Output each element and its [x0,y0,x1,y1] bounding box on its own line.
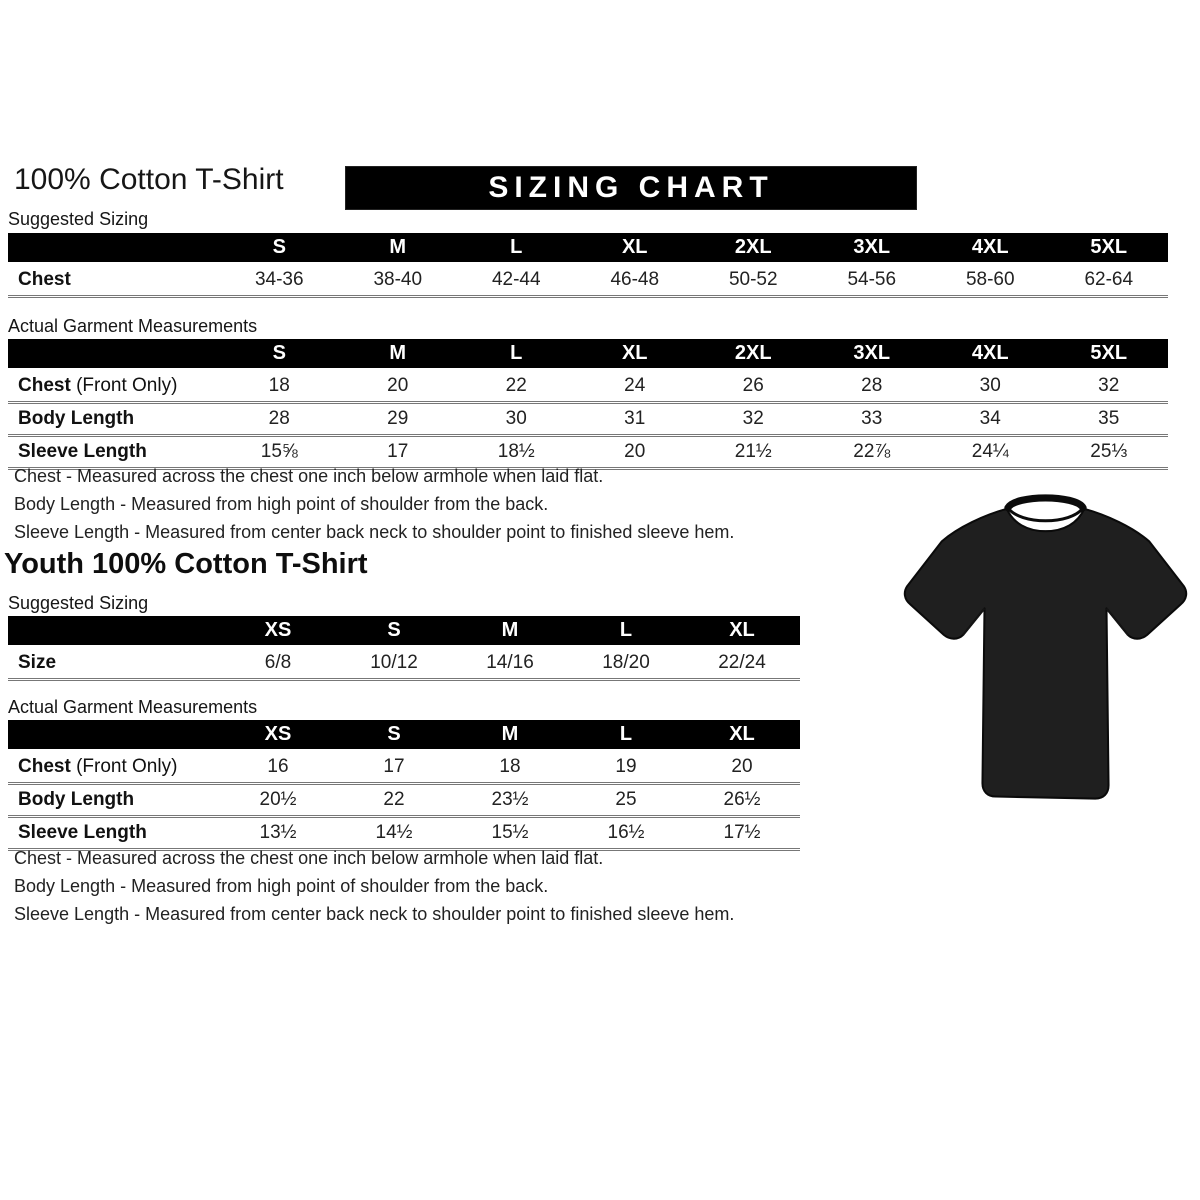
youth-suggested-sizing-label: Suggested Sizing [8,593,149,613]
measurement-row [8,264,1168,297]
youth-page-title: Youth 100% Cotton T-Shirt [4,548,368,580]
measurement-cell: 20½ [259,789,297,810]
measurement-row [8,370,1168,403]
youth-garment-measurements-label: Actual Garment Measurements [8,697,258,717]
measurement-cell: 20 [387,375,409,396]
size-column-header: 4XL [931,233,1050,264]
measurement-cell: 28 [268,408,290,429]
measurement-cell: 22 [505,375,527,396]
size-column-header: L [457,339,576,370]
measurement-cell: 20 [731,756,753,777]
measurement-cell: 19 [615,756,637,777]
measurement-cell: 58-60 [965,269,1015,290]
row-label: Body Length [18,789,135,810]
black-tshirt-photo [893,466,1198,818]
measurement-cell: 22 [383,789,405,810]
note-chest: Chest - Measured across the chest one inch below armhole when laid flat. [14,848,604,868]
measurement-cell: 18/20 [602,652,650,673]
size-column-header: 5XL [1050,233,1169,264]
size-column-header: 3XL [813,233,932,264]
measurement-cell: 30 [505,408,527,429]
row-label: Chest (Front Only) [18,375,178,396]
label-column-spacer [8,339,220,370]
youth-measurement-notes [14,844,734,928]
size-column-header: XL [576,339,695,370]
measurement-cell: 18 [268,375,290,396]
measurement-cell: 17 [383,756,405,777]
measurement-row [8,403,1168,436]
measurement-cell: 23½ [491,789,529,810]
sizing-chart-banner-text: SIZING CHART [488,171,774,204]
measurement-cell: 25 [615,789,637,810]
row-label: Sleeve Length [18,822,147,843]
label-column-spacer [8,233,220,264]
note-chest: Chest - Measured across the chest one inch below armhole when laid flat. [14,466,604,486]
size-column-header: S [220,339,339,370]
size-column-header: M [452,720,568,751]
page-title: 100% Cotton T-Shirt [14,163,284,196]
measurement-cell: 22⅞ [853,441,891,462]
measurement-cell: 26½ [723,789,761,810]
size-column-header: XL [576,233,695,264]
adult-measurement-notes [14,462,734,546]
measurement-cell: 62-64 [1084,269,1134,290]
measurement-cell: 15⅝ [260,441,298,462]
size-column-header: L [568,720,684,751]
size-column-header: M [339,233,458,264]
measurement-cell: 20 [624,441,646,462]
measurement-cell: 35 [1098,408,1120,429]
size-column-header: S [336,720,452,751]
note-sleeve-length: Sleeve Length - Measured from center back neck to shoulder point to finished sleeve hem. [14,904,735,924]
measurement-cell: 16½ [607,822,645,843]
size-column-header: M [452,616,568,647]
size-column-header: S [336,616,452,647]
youth-garment-measurements-table [8,720,800,851]
measurement-cell: 16 [267,756,289,777]
row-label: Size [18,652,57,673]
note-body-length: Body Length - Measured from high point of shoulder from the back. [14,494,549,514]
measurement-cell: 13½ [259,822,297,843]
row-label: Body Length [18,408,135,429]
measurement-cell: 14/16 [486,652,534,673]
size-column-header: 2XL [694,233,813,264]
measurement-row [8,751,800,784]
measurement-cell: 28 [861,375,883,396]
measurement-cell: 21½ [734,441,772,462]
size-column-header: XL [684,720,800,751]
measurement-cell: 24¼ [971,441,1009,462]
measurement-cell: 25⅓ [1090,441,1128,462]
size-column-header: S [220,233,339,264]
adult-suggested-sizing-table [8,233,1168,298]
size-column-header: L [457,233,576,264]
measurement-cell: 34 [979,408,1001,429]
measurement-cell: 34-36 [254,269,304,290]
measurement-cell: 32 [1098,375,1120,396]
note-body-length: Body Length - Measured from high point of shoulder from the back. [14,876,549,896]
row-label: Sleeve Length [18,441,147,462]
measurement-cell: 33 [861,408,883,429]
sizing-chart-banner [345,166,917,210]
measurement-cell: 22/24 [718,652,766,673]
measurement-row [8,784,800,817]
measurement-cell: 46-48 [610,269,660,290]
label-column-spacer [8,616,220,647]
size-column-header: XS [220,720,336,751]
size-column-header: 5XL [1050,339,1169,370]
measurement-cell: 38-40 [373,269,423,290]
adult-garment-measurements-label: Actual Garment Measurements [8,316,258,336]
note-sleeve-length: Sleeve Length - Measured from center back neck to shoulder point to finished sleeve hem. [14,522,735,542]
size-column-header: XL [684,616,800,647]
measurement-cell: 26 [742,375,764,396]
size-column-header: 3XL [813,339,932,370]
measurement-cell: 10/12 [370,652,418,673]
measurement-cell: 17½ [723,822,761,843]
row-label: Chest (Front Only) [18,756,178,777]
measurement-cell: 31 [624,408,646,429]
row-label: Chest [18,269,71,290]
measurement-cell: 50-52 [728,269,778,290]
measurement-cell: 17 [387,441,409,462]
label-column-spacer [8,720,220,751]
measurement-cell: 30 [979,375,1001,396]
measurement-cell: 42-44 [491,269,541,290]
measurement-cell: 14½ [375,822,413,843]
size-column-header: 2XL [694,339,813,370]
measurement-cell: 24 [624,375,646,396]
size-column-header: M [339,339,458,370]
measurement-cell: 15½ [491,822,529,843]
measurement-cell: 18½ [497,441,535,462]
size-column-header: L [568,616,684,647]
measurement-cell: 32 [742,408,764,429]
measurement-row [8,647,800,680]
youth-suggested-sizing-table [8,616,800,681]
measurement-cell: 6/8 [264,652,292,673]
adult-suggested-sizing-label: Suggested Sizing [8,209,149,229]
measurement-cell: 54-56 [847,269,897,290]
measurement-cell: 29 [387,408,409,429]
size-column-header: 4XL [931,339,1050,370]
tshirt-image [893,466,1198,818]
measurement-cell: 18 [499,756,521,777]
size-column-header: XS [220,616,336,647]
adult-garment-measurements-table [8,339,1168,470]
